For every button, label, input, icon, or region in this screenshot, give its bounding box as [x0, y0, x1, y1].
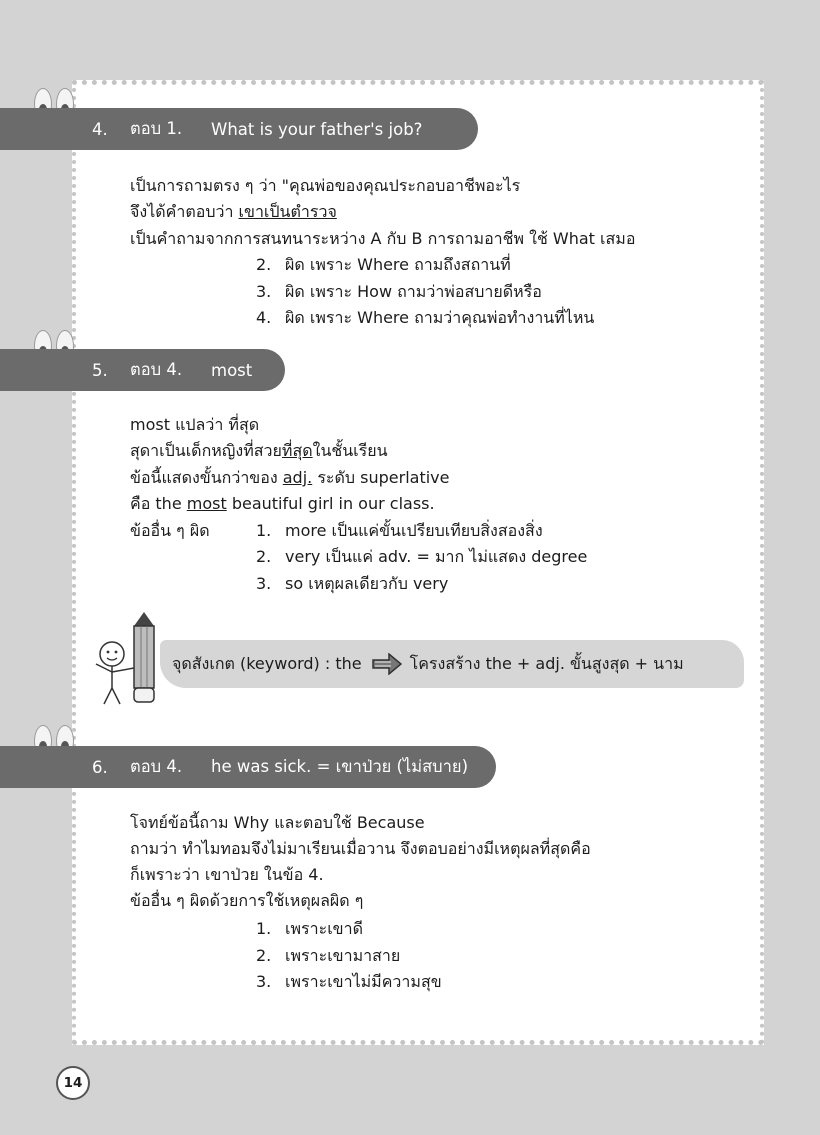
- explanation-line: ถามว่า ทำไมทอมจึงไม่มาเรียนเมื่อวาน จึงตอบอย่างมีเหตุผลที่สุดคือ: [130, 839, 591, 858]
- explanation-line: โจทย์ข้อนี้ถาม Why และตอบใช้ Because: [130, 813, 425, 832]
- explanation-line: เป็นการถามตรง ๆ ว่า "คุณพ่อของคุณประกอบอาชีพอะไร: [130, 176, 521, 195]
- explanation-line: most แปลว่า ที่สุด: [130, 415, 260, 434]
- arrow-icon: [372, 653, 402, 675]
- answer-label: ตอบ 4.: [130, 360, 183, 379]
- pencil-mascot-icon: [86, 610, 166, 710]
- option-item: 2. very เป็นแค่ adv. = มาก ไม่แสดง degree: [256, 547, 588, 566]
- option-item: 3. เพราะเขาไม่มีความสุข: [256, 972, 442, 991]
- explanation-line: ข้อนี้แสดงขั้นกว่าของ adj. ระดับ superlative: [130, 468, 450, 487]
- answer-header-4: [0, 108, 478, 150]
- option-item: 1. เพราะเขาดี: [256, 919, 363, 938]
- keyword-note: [160, 640, 744, 688]
- answer-text: he was sick. = เขาป่วย (ไม่สบาย): [211, 757, 469, 776]
- explanation-line: จึงได้คำตอบว่า เขาเป็นตำรวจ: [130, 202, 337, 221]
- question-number: 4.: [92, 119, 108, 139]
- option-item: 3. ผิด เพราะ How ถามว่าพ่อสบายดีหรือ: [256, 282, 542, 301]
- answer-header-6: [0, 746, 496, 788]
- option-item: 2. เพราะเขามาสาย: [256, 946, 401, 965]
- explanation-line: สุดาเป็นเด็กหญิงที่สวยที่สุดในชั้นเรียน: [130, 441, 388, 460]
- answer-text: most: [211, 360, 253, 380]
- answer-label: ตอบ 4.: [130, 757, 183, 776]
- option-item: 2. ผิด เพราะ Where ถามถึงสถานที่: [256, 255, 511, 274]
- explanation-line: ข้ออื่น ๆ ผิดด้วยการใช้เหตุผลผิด ๆ: [130, 891, 364, 910]
- wrong-options-label: ข้ออื่น ๆ ผิด: [130, 521, 210, 540]
- underlined-answer: เขาเป็นตำรวจ: [238, 202, 337, 221]
- answer-header-5: [0, 349, 285, 391]
- explanation-line: คือ the most beautiful girl in our class.: [130, 494, 435, 513]
- option-item: 3. so เหตุผลเดียวกับ very: [256, 574, 449, 593]
- keyword-label: จุดสังเกต (keyword) : the: [172, 653, 362, 673]
- option-item: 4. ผิด เพราะ Where ถามว่าคุณพ่อทำงานที่ไหน: [256, 308, 595, 327]
- answer-label: ตอบ 1.: [130, 119, 183, 138]
- option-item: 1. more เป็นแค่ขั้นเปรียบเทียบสิ่งสองสิ่ง: [256, 521, 543, 540]
- explanation-line: เป็นคำถามจากการสนทนาระหว่าง A กับ B การถามอาชีพ ใช้ What เสมอ: [130, 229, 636, 248]
- question-number: 6.: [92, 757, 108, 777]
- keyword-structure: โครงสร้าง the + adj. ขั้นสูงสุด + นาม: [409, 653, 684, 673]
- question-number: 5.: [92, 360, 108, 380]
- explanation-line: ก็เพราะว่า เขาป่วย ในข้อ 4.: [130, 865, 324, 884]
- page-number: 14: [56, 1066, 90, 1100]
- answer-text: What is your father's job?: [211, 119, 423, 139]
